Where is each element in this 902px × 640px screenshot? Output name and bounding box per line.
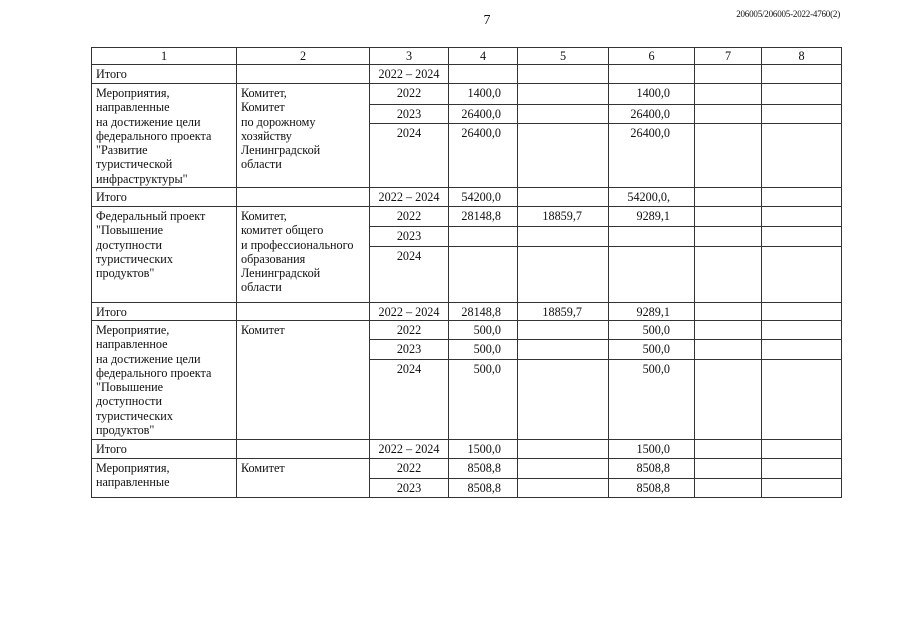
cell-col7	[695, 124, 762, 188]
value-col4: 28148,8	[449, 207, 518, 227]
cell-col7	[695, 459, 762, 479]
value-col5	[518, 247, 609, 303]
year-cell: 2022	[370, 84, 449, 105]
cell-col8	[762, 124, 842, 188]
header-cell-8: 8	[762, 48, 842, 65]
executor: Комитет, Комитет по дорожному хозяйству Ленинградской области	[237, 84, 370, 188]
total-row	[92, 303, 842, 321]
value-col6: 1500,0	[609, 440, 695, 459]
executor: Комитет, комитет общего и профессионального образования Ленинградской области	[237, 207, 370, 303]
cell-col7	[695, 84, 762, 105]
cell-col7	[695, 188, 762, 207]
value-col5	[518, 188, 609, 207]
header-cell-3: 3	[370, 48, 449, 65]
table-row	[92, 459, 842, 479]
value-col4	[449, 65, 518, 84]
header-cell-4: 4	[449, 48, 518, 65]
cell-col7	[695, 247, 762, 303]
cell-col7	[695, 105, 762, 124]
value-col4: 26400,0	[449, 105, 518, 124]
table-row	[92, 84, 842, 105]
cell-col8	[762, 321, 842, 340]
header-cell-5: 5	[518, 48, 609, 65]
cell-col8	[762, 303, 842, 321]
cell-col8	[762, 84, 842, 105]
year-cell: 2023	[370, 340, 449, 360]
value-col5	[518, 105, 609, 124]
total-row	[92, 440, 842, 459]
page-number: 7	[483, 13, 491, 28]
value-col4: 500,0	[449, 340, 518, 360]
executor: Комитет	[237, 459, 370, 498]
value-col6: 26400,0	[609, 105, 695, 124]
year-cell: 2023	[370, 105, 449, 124]
cell-col8	[762, 440, 842, 459]
value-col6	[609, 65, 695, 84]
value-col5: 18859,7	[518, 303, 609, 321]
value-col6: 8508,8	[609, 459, 695, 479]
value-col6: 500,0	[609, 321, 695, 340]
year-cell: 2022	[370, 459, 449, 479]
table-row	[92, 321, 842, 340]
table-row	[92, 207, 842, 227]
period-cell: 2022 – 2024	[370, 440, 449, 459]
value-col5	[518, 479, 609, 498]
cell-col7	[695, 340, 762, 360]
year-cell: 2022	[370, 321, 449, 340]
cell-col2	[237, 303, 370, 321]
cell-col7	[695, 360, 762, 440]
value-col5	[518, 440, 609, 459]
activity-name: Мероприятие, направленное на достижение цели федерального проекта "Повышение доступности туристических продуктов"	[92, 321, 237, 440]
cell-col8	[762, 340, 842, 360]
year-cell: 2023	[370, 479, 449, 498]
total-label: Итого	[92, 65, 237, 84]
value-col4: 1400,0	[449, 84, 518, 105]
cell-col8	[762, 65, 842, 84]
total-label: Итого	[92, 440, 237, 459]
header-row	[92, 48, 842, 65]
value-col4: 1500,0	[449, 440, 518, 459]
project-name: Федеральный проект "Повышение доступности туристических продуктов"	[92, 207, 237, 303]
activity-name: Мероприятия, направленные на достижение цели федерального проекта "Развитие туристической инфраструктуры"	[92, 84, 237, 188]
activity-name: Мероприятия, направленные	[92, 459, 237, 498]
year-cell: 2023	[370, 227, 449, 247]
cell-col7	[695, 321, 762, 340]
value-col6	[609, 247, 695, 303]
value-col6: 9289,1	[609, 207, 695, 227]
value-col6: 9289,1	[609, 303, 695, 321]
value-col5	[518, 340, 609, 360]
value-col6: 54200,0,	[609, 188, 695, 207]
cell-col2	[237, 188, 370, 207]
header-cell-1: 1	[92, 48, 237, 65]
cell-col8	[762, 247, 842, 303]
value-col4	[449, 247, 518, 303]
value-col4: 500,0	[449, 360, 518, 440]
total-row	[92, 188, 842, 207]
cell-col8	[762, 105, 842, 124]
value-col4: 54200,0	[449, 188, 518, 207]
cell-col8	[762, 459, 842, 479]
cell-col2	[237, 440, 370, 459]
cell-col2	[237, 65, 370, 84]
value-col5	[518, 84, 609, 105]
header-cell-6: 6	[609, 48, 695, 65]
period-cell: 2022 – 2024	[370, 188, 449, 207]
year-cell: 2024	[370, 360, 449, 440]
cell-col8	[762, 227, 842, 247]
value-col4: 500,0	[449, 321, 518, 340]
value-col4	[449, 227, 518, 247]
year-cell: 2024	[370, 124, 449, 188]
year-cell: 2024	[370, 247, 449, 303]
budget-table	[91, 47, 842, 498]
cell-col7	[695, 440, 762, 459]
period-cell: 2022 – 2024	[370, 65, 449, 84]
executor: Комитет	[237, 321, 370, 440]
period-cell: 2022 – 2024	[370, 303, 449, 321]
document-code: 206005/206005-2022-4760(2)	[736, 9, 840, 19]
total-label: Итого	[92, 303, 237, 321]
value-col6: 8508,8	[609, 479, 695, 498]
cell-col8	[762, 479, 842, 498]
header-cell-2: 2	[237, 48, 370, 65]
value-col5	[518, 124, 609, 188]
header-cell-7: 7	[695, 48, 762, 65]
value-col5	[518, 321, 609, 340]
cell-col8	[762, 360, 842, 440]
cell-col8	[762, 207, 842, 227]
cell-col7	[695, 303, 762, 321]
cell-col7	[695, 207, 762, 227]
value-col5: 18859,7	[518, 207, 609, 227]
cell-col7	[695, 65, 762, 84]
value-col6: 26400,0	[609, 124, 695, 188]
total-row	[92, 65, 842, 84]
value-col5	[518, 459, 609, 479]
value-col6: 500,0	[609, 360, 695, 440]
value-col5	[518, 360, 609, 440]
year-cell: 2022	[370, 207, 449, 227]
value-col5	[518, 227, 609, 247]
value-col6: 500,0	[609, 340, 695, 360]
value-col4: 8508,8	[449, 459, 518, 479]
value-col6: 1400,0	[609, 84, 695, 105]
value-col6	[609, 227, 695, 247]
value-col4: 8508,8	[449, 479, 518, 498]
value-col4: 28148,8	[449, 303, 518, 321]
cell-col7	[695, 479, 762, 498]
value-col5	[518, 65, 609, 84]
cell-col7	[695, 227, 762, 247]
cell-col8	[762, 188, 842, 207]
value-col4: 26400,0	[449, 124, 518, 188]
total-label: Итого	[92, 188, 237, 207]
